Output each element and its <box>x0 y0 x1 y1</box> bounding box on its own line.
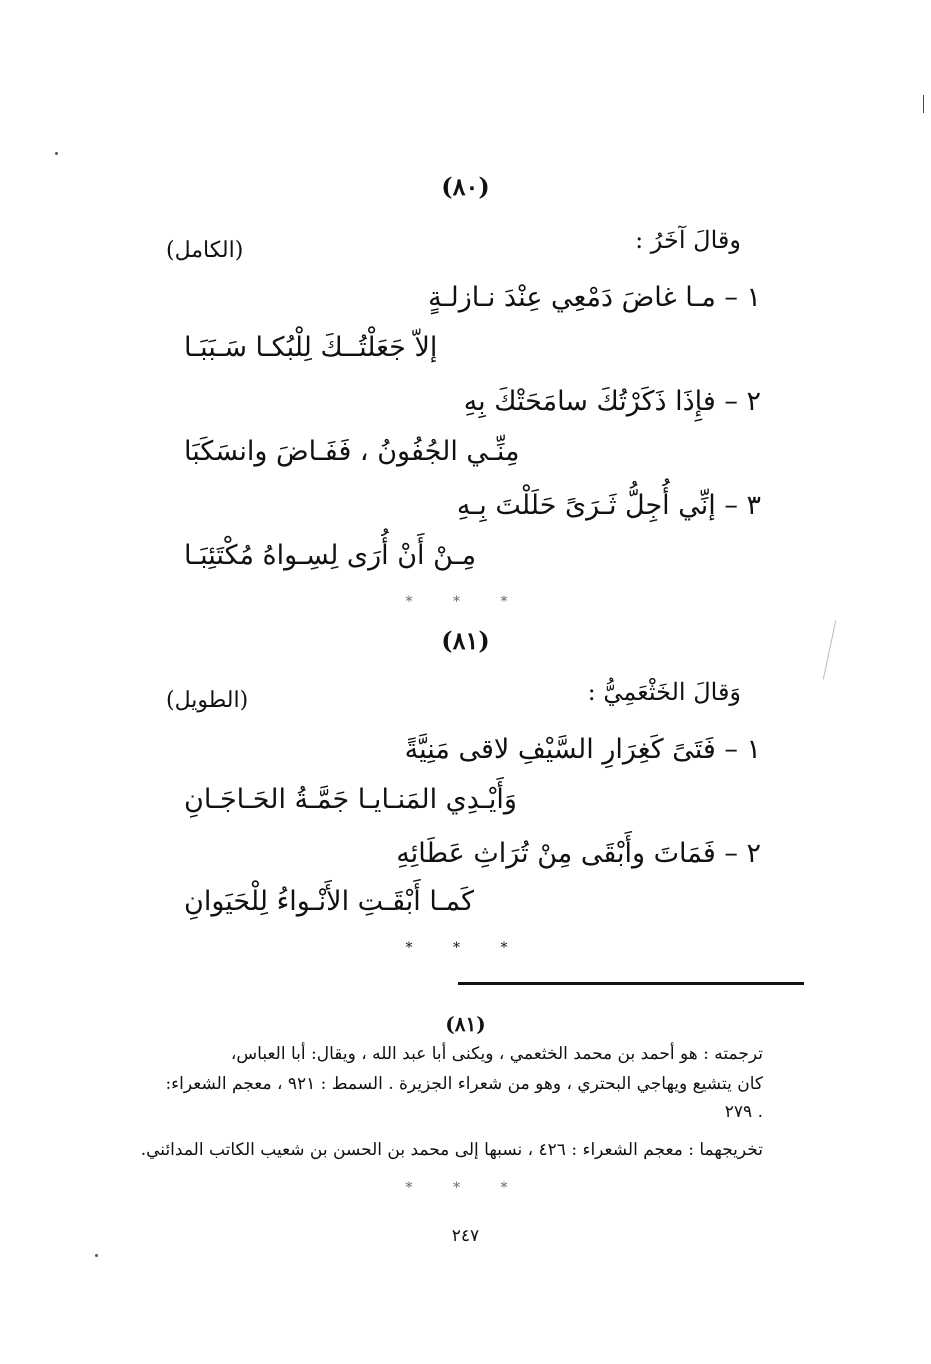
poem-80-verse-1-first <box>428 282 761 313</box>
footnote-number: (٨١) <box>445 1012 486 1036</box>
footnote-separator: * * * <box>405 1180 526 1196</box>
poem-81-verse-2-second: كَمـا أَبْقَـتِ الأَنْـواءُ لِلْحَيَوانِ <box>184 886 474 917</box>
poem-81-separator: * * * <box>405 940 526 956</box>
poem-81-meter: (الطويل) <box>166 688 249 713</box>
poem-81-verse-2-first <box>396 838 761 869</box>
scan-speck <box>95 1254 98 1257</box>
page-number: ٢٤٧ <box>451 1226 480 1246</box>
poem-80-meter: (الكامل) <box>166 238 244 263</box>
poem-81-number: (٨١) <box>441 626 490 655</box>
poem-80-verse-1-second: إلاّ جَعَلْتُــكَ لِلْبُكـا سَـبَبَـا <box>184 332 438 363</box>
poem-80-intro: وقالَ آخَرُ : <box>635 226 741 254</box>
hemistich-first: فإِذَا ذَكَرْتُكَ سامَحَتْكَ بِهِ <box>463 386 716 417</box>
poem-80-verse-2-first <box>464 386 761 417</box>
poem-80-verse-2-second: مِنِّـي الجُفُونُ ، فَفَـاضَ وانسَكَبَا <box>184 436 520 467</box>
poem-80-verse-3-first <box>457 490 761 521</box>
poem-81-verse-1-first <box>405 734 761 765</box>
poem-80-verse-3-second: مِـنْ أَنْ أُرَى لِسِـواهُ مُكْتَئِبَـا <box>184 540 477 571</box>
hemistich-first: فَتَىً كَغِرَارِ السَّيْفِ لاقى مَنِيَّةً <box>404 734 716 765</box>
verse-number: ٣ – <box>724 490 761 521</box>
verse-number: ١ – <box>724 734 761 765</box>
verse-number: ٢ – <box>724 838 761 869</box>
footnote-bio-line-3: ٢٧٩ . <box>724 1102 763 1122</box>
footnote-divider <box>458 982 804 985</box>
hemistich-first: مـا غاضَ دَمْعِي عِنْدَ نـازلـةٍ <box>428 282 716 313</box>
poem-80-separator: * * * <box>405 594 526 610</box>
verse-number: ٢ – <box>724 386 761 417</box>
poem-81-intro: وَقالَ الخَثْعَمِيُّ : <box>587 678 741 706</box>
poem-80-number: (٨٠) <box>441 172 490 201</box>
scan-speck <box>55 152 58 155</box>
scan-mark <box>923 95 924 113</box>
verse-number: ١ – <box>724 282 761 313</box>
hemistich-first: فَمَاتَ وأَبْقَى مِنْ تُرَاثِ عَطَائِهِ <box>396 838 716 869</box>
poem-81-verse-1-second: وَأَيْـدِي المَنـايـا جَمَّـةُ الحَـاجَـانِ <box>184 784 517 815</box>
footnote-bio-line-1: ترجمته : هو أحمد بن محمد الخثعمي ، ويكنى أبا عبد الله ، ويقال: أبا العباس، <box>230 1044 763 1064</box>
footnote-takhrij: تخريجهما : معجم الشعراء : ٤٢٦ ، نسبها إلى محمد بن الحسن بن شعيب الكاتب المدائني. <box>140 1140 763 1160</box>
footnote-bio-line-2: كان يتشيع ويهاجي البحتري ، وهو من شعراء الجزيرة . السمط : ٩٢١ ، معجم الشعراء: <box>165 1074 763 1094</box>
hemistich-first: إنِّي أُجِلُّ ثَـرَىً حَلَلْتَ بِـهِ <box>456 490 716 521</box>
